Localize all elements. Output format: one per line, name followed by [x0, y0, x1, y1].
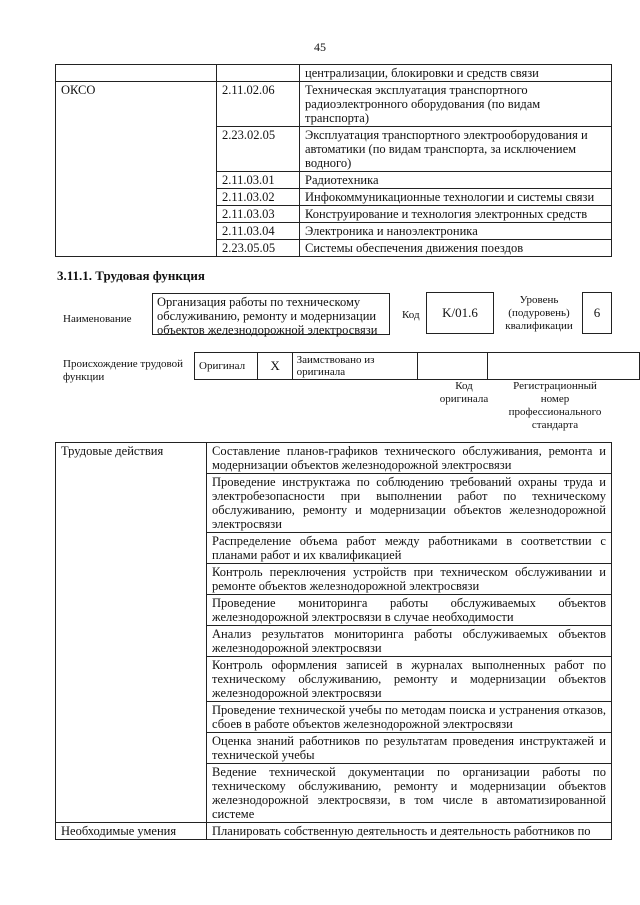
- function-level-box: 6: [582, 292, 612, 334]
- original-cell: Оригинал: [195, 353, 258, 380]
- reg-number-cell: [488, 353, 640, 380]
- reg-number-caption: Регистрационный номер профессионального стандарта: [508, 380, 602, 431]
- okso-code: 2.23.02.05: [217, 127, 300, 172]
- original-mark: X: [258, 353, 292, 380]
- okso-code: 2.11.02.06: [217, 82, 300, 127]
- borrowed-cell: Заимствовано из оригинала: [292, 353, 418, 380]
- okso-code: 2.11.03.02: [217, 189, 300, 206]
- function-name-box: Организация работы по техническому обслуживанию, ремонту и модернизации объектов железнодорожной электросвязи: [152, 293, 390, 335]
- section-heading: 3.11.1. Трудовая функция: [57, 268, 205, 283]
- action-item: Ведение технической документации по организации работы по техническому обслуживанию, ремонту и модернизации объектов железнодорожной электросвязи, в том числе в автоматизированной системе: [207, 764, 612, 823]
- name-label: Наименование: [63, 313, 132, 325]
- action-item: Проведение технической учебы по методам поиска и устранения отказов, сбоев в работе объектов железнодорожной электросвязи: [207, 702, 612, 733]
- code-label: Код: [402, 309, 420, 321]
- action-item: Оценка знаний работников по результатам проведения инструктажей и технической учебы: [207, 733, 612, 764]
- origin-table: [194, 352, 640, 380]
- original-code-cell: [418, 353, 488, 380]
- actions-label: Трудовые действия: [56, 443, 207, 823]
- skills-item: Планировать собственную деятельность и деятельность работников по: [207, 823, 612, 840]
- okso-name: Системы обеспечения движения поездов: [300, 240, 612, 257]
- action-item: Контроль оформления записей в журналах выполненных работ по техническому обслуживанию, ремонту и модернизации объектов железнодорожной электросвязи: [207, 657, 612, 702]
- okso-name: Эксплуатация транспортного электрооборудования и автоматики (по видам транспорта, за исключением водного): [300, 127, 612, 172]
- level-label: Уровень (подуровень) квалификации: [505, 294, 573, 332]
- action-item: Составление планов-графиков технического обслуживания, ремонта и модернизации объектов железнодорожной электросвязи: [207, 443, 612, 474]
- okso-code: 2.23.05.05: [217, 240, 300, 257]
- labour-actions-table: [55, 442, 612, 840]
- action-item: Распределение объема работ между работниками в соответствии с планами работ и их квалификацией: [207, 533, 612, 564]
- okso-continuation-cell: централизации, блокировки и средств связи: [300, 65, 612, 82]
- okso-name: Электроника и наноэлектроника: [300, 223, 612, 240]
- okso-code: 2.11.03.04: [217, 223, 300, 240]
- okso-table: [55, 64, 612, 257]
- okso-code: 2.11.03.03: [217, 206, 300, 223]
- okso-name: Конструирование и технология электронных средств: [300, 206, 612, 223]
- function-code-box: K/01.6: [426, 292, 494, 334]
- action-item: Контроль переключения устройств при техническом обслуживании и ремонте объектов железнодорожной электросвязи: [207, 564, 612, 595]
- okso-label: ОКСО: [56, 82, 217, 257]
- action-item: Проведение инструктажа по соблюдению требований охраны труда и электробезопасности при выполнении работ по техническому обслуживанию, ремонту и модернизации объектов железнодорожной электросвязи: [207, 474, 612, 533]
- origin-label: Происхождение трудовой функции: [63, 358, 184, 383]
- skills-label: Необходимые умения: [56, 823, 207, 840]
- okso-name: Инфокоммуникационные технологии и системы связи: [300, 189, 612, 206]
- action-item: Проведение мониторинга работы обслуживаемых объектов железнодорожной электросвязи в случае необходимости: [207, 595, 612, 626]
- page-number: 45: [314, 40, 326, 54]
- original-code-caption: Код оригинала: [439, 380, 489, 405]
- okso-code: 2.11.03.01: [217, 172, 300, 189]
- okso-name: Техническая эксплуатация транспортного радиоэлектронного оборудования (по видам транспорта): [300, 82, 612, 127]
- okso-name: Радиотехника: [300, 172, 612, 189]
- action-item: Анализ результатов мониторинга работы обслуживаемых объектов железнодорожной электросвязи: [207, 626, 612, 657]
